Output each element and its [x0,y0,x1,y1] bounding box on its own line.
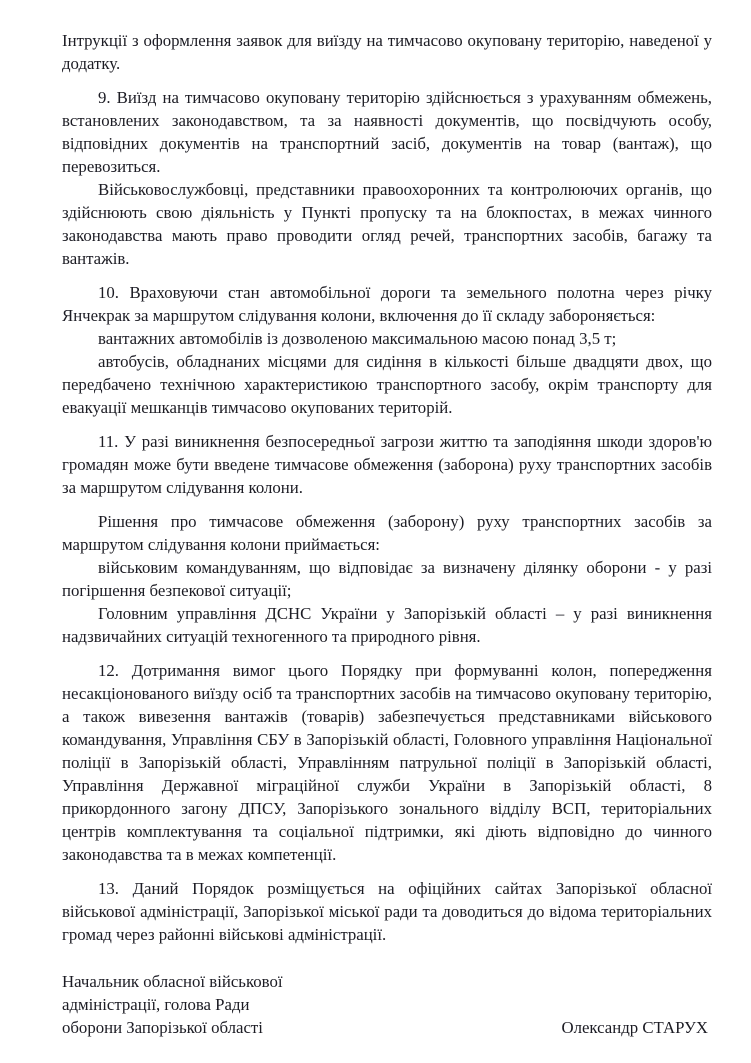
signature-position-line: Начальник обласної військової [62,972,283,991]
signature-position-line: адміністрації, голова Ради [62,995,250,1014]
paragraph-10: 10. Враховуючи стан автомобільної дороги та земельного полотна через річку Янчекрак за маршрутом слідування колони, включення до її складу забороняється: [62,283,712,325]
paragraph-11: 11. У разі виникнення безпосередньої загрози життю та заподіяння шкоди здоров'ю громадян може бути введене тимчасове обмеження (заборона) руху транспортних засобів за маршрутом слідування колони. [62,432,712,497]
paragraph-military: Військовослужбовці, представники правоохоронних та контролюючих органів, що здійснюють свою діяльність у Пункті пропуску та на блокпостах, в межах чинного законодавства мають право проводити огляд речей, транспортних засобів, багажу та вантажів. [62,180,712,268]
paragraph-decision: Рішення про тимчасове обмеження (заборону) руху транспортних засобів за маршрутом слідування колони приймається: [62,512,712,554]
list-item-buses: автобусів, обладнаних місцями для сидіння в кількості більше двадцяти двох, що передбачено технічною характеристикою транспортного засобу, окрім транспорту для евакуації мешканців тимчасово окупованих територій. [62,352,712,417]
list-item-trucks: вантажних автомобілів із дозволеною максимальною масою понад 3,5 т; [98,329,617,348]
list-item-military-command: військовим командуванням, що відповідає за визначену ділянку оборони - у разі погіршення безпекової ситуації; [62,558,712,600]
signatory-name: Олександр СТАРУХ [561,1018,708,1037]
signature-position [62,970,283,1039]
signature-block [62,970,712,1039]
paragraph-intro: Інтрукції з оформлення заявок для виїзду на тимчасово окуповану територію, наведеної у додатку. [62,31,712,73]
list-item-dsns: Головним управління ДСНС України у Запорізькій області – у разі виникнення надзвичайних ситуацій техногенного та природного рівня. [62,604,712,646]
signature-position-line: оборони Запорізької області [62,1018,263,1037]
paragraph-9: 9. Виїзд на тимчасово окуповану територію здійснюється з урахуванням обмежень, встановлених законодавством, та за наявності документів, що посвідчують особу, відповідних документів на транспортний засіб, документів на товар (вантаж), що перевозиться. [62,88,712,176]
paragraph-12: 12. Дотримання вимог цього Порядку при формуванні колон, попередження несакціонованого виїзду осіб та транспортних засобів на тимчасово окуповану територію, а також вивезення вантажів (товарів) забезпечується представниками військового командування, Управління СБУ в Запорізькій області, Головного управління Національної поліції в Запорізькій області, Управлінням патрульної поліції в Запорізькій області, Управління Державної міграційної служби України в Запорізькій області, 8 прикордонного загону ДПСУ, Запорізького зонального відділу ВСП, територіальних центрів комплектування та соціальної підтримки, які діють відповідно до чинного законодавства та в межах компетенції. [62,661,712,864]
paragraph-13: 13. Даний Порядок розміщується на офіційних сайтах Запорізької обласної військової адміністрації, Запорізької міської ради та доводиться до відома територіальних громад через районні військові адміністрації. [62,879,712,944]
